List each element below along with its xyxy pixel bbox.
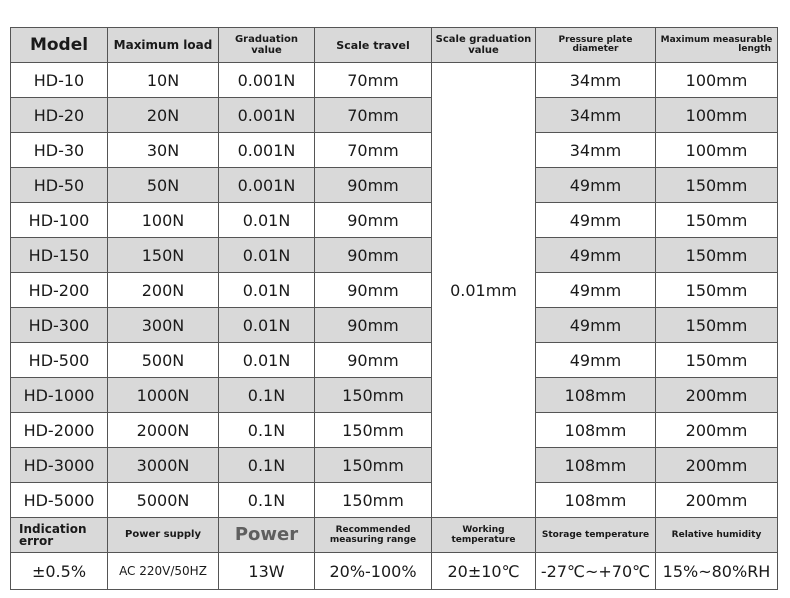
max-measurable-length-cell: 200mm bbox=[656, 483, 778, 518]
model-cell: HD-50 bbox=[11, 168, 108, 203]
graduation-value-cell: 0.1N bbox=[219, 378, 315, 413]
pressure-plate-diameter-cell: 34mm bbox=[536, 98, 656, 133]
max-load-cell: 200N bbox=[108, 273, 219, 308]
scale-travel-cell: 150mm bbox=[315, 413, 432, 448]
table-row bbox=[11, 273, 778, 308]
model-cell: HD-200 bbox=[11, 273, 108, 308]
indication-error-value: ±0.5% bbox=[11, 553, 108, 590]
table-row bbox=[11, 168, 778, 203]
scale-travel-cell: 90mm bbox=[315, 273, 432, 308]
max-load-cell: 500N bbox=[108, 343, 219, 378]
max-load-cell: 10N bbox=[108, 63, 219, 98]
max-measurable-length-cell: 200mm bbox=[656, 378, 778, 413]
max-load-header: Maximum load bbox=[108, 28, 219, 63]
model-cell: HD-1000 bbox=[11, 378, 108, 413]
table-row bbox=[11, 63, 778, 98]
graduation-value-cell: 0.01N bbox=[219, 308, 315, 343]
scale-travel-cell: 90mm bbox=[315, 343, 432, 378]
power-supply-value: AC 220V/50HZ bbox=[108, 553, 219, 590]
max-measurable-length-cell: 100mm bbox=[656, 63, 778, 98]
scale-travel-cell: 70mm bbox=[315, 63, 432, 98]
pressure-plate-diameter-cell: 108mm bbox=[536, 413, 656, 448]
graduation-value-header: Graduation value bbox=[219, 28, 315, 63]
graduation-value-cell: 0.001N bbox=[219, 63, 315, 98]
storage-temperature-header: Storage temperature bbox=[536, 518, 656, 553]
scale-graduation-value-header: Scale graduation value bbox=[432, 28, 536, 63]
max-load-cell: 1000N bbox=[108, 378, 219, 413]
table-row bbox=[11, 378, 778, 413]
max-measurable-length-cell: 150mm bbox=[656, 238, 778, 273]
graduation-value-cell: 0.01N bbox=[219, 343, 315, 378]
table-row bbox=[11, 133, 778, 168]
scale-travel-cell: 150mm bbox=[315, 448, 432, 483]
max-measurable-length-cell: 150mm bbox=[656, 168, 778, 203]
pressure-plate-diameter-cell: 49mm bbox=[536, 168, 656, 203]
max-length-header-line1: Maximum measurable bbox=[660, 35, 773, 45]
model-cell: HD-20 bbox=[11, 98, 108, 133]
pressure-plate-diameter-header: Pressure plate diameter bbox=[536, 28, 656, 63]
table-row bbox=[11, 413, 778, 448]
table-row bbox=[11, 343, 778, 378]
max-measurable-length-cell: 100mm bbox=[656, 133, 778, 168]
scale-travel-cell: 150mm bbox=[315, 378, 432, 413]
measuring-range-value: 20%-100% bbox=[315, 553, 432, 590]
max-measurable-length-cell: 100mm bbox=[656, 98, 778, 133]
max-measurable-length-header bbox=[656, 28, 778, 63]
graduation-value-cell: 0.1N bbox=[219, 448, 315, 483]
max-load-cell: 3000N bbox=[108, 448, 219, 483]
pressure-plate-diameter-cell: 49mm bbox=[536, 343, 656, 378]
scale-travel-cell: 70mm bbox=[315, 98, 432, 133]
pressure-plate-diameter-cell: 108mm bbox=[536, 448, 656, 483]
max-measurable-length-cell: 200mm bbox=[656, 413, 778, 448]
header-row bbox=[11, 28, 778, 63]
model-cell: HD-150 bbox=[11, 238, 108, 273]
max-measurable-length-cell: 150mm bbox=[656, 308, 778, 343]
scale-travel-cell: 90mm bbox=[315, 238, 432, 273]
graduation-value-cell: 0.01N bbox=[219, 203, 315, 238]
pressure-plate-diameter-cell: 49mm bbox=[536, 273, 656, 308]
relative-humidity-header: Relative humidity bbox=[656, 518, 778, 553]
model-header: Model bbox=[11, 28, 108, 63]
model-cell: HD-3000 bbox=[11, 448, 108, 483]
max-measurable-length-cell: 150mm bbox=[656, 203, 778, 238]
scale-graduation-value-cell: 0.01mm bbox=[432, 63, 536, 518]
max-load-cell: 2000N bbox=[108, 413, 219, 448]
max-measurable-length-cell: 150mm bbox=[656, 273, 778, 308]
max-load-cell: 100N bbox=[108, 203, 219, 238]
table-row bbox=[11, 203, 778, 238]
storage-temperature-value: -27℃~+70℃ bbox=[536, 553, 656, 590]
model-cell: HD-100 bbox=[11, 203, 108, 238]
graduation-value-cell: 0.1N bbox=[219, 483, 315, 518]
graduation-value-cell: 0.1N bbox=[219, 413, 315, 448]
power-header: Power bbox=[219, 518, 315, 553]
working-temperature-value: 20±10℃ bbox=[432, 553, 536, 590]
pressure-plate-diameter-cell: 108mm bbox=[536, 483, 656, 518]
table-row bbox=[11, 98, 778, 133]
model-cell: HD-5000 bbox=[11, 483, 108, 518]
indication-error-header: Indication error bbox=[11, 518, 108, 553]
table-row bbox=[11, 448, 778, 483]
scale-travel-cell: 90mm bbox=[315, 168, 432, 203]
relative-humidity-value: 15%~80%RH bbox=[656, 553, 778, 590]
model-cell: HD-2000 bbox=[11, 413, 108, 448]
working-temperature-header: Working temperature bbox=[432, 518, 536, 553]
model-cell: HD-10 bbox=[11, 63, 108, 98]
scale-travel-header: Scale travel bbox=[315, 28, 432, 63]
max-load-cell: 20N bbox=[108, 98, 219, 133]
scale-travel-cell: 90mm bbox=[315, 203, 432, 238]
pressure-plate-diameter-cell: 49mm bbox=[536, 238, 656, 273]
pressure-plate-diameter-cell: 49mm bbox=[536, 203, 656, 238]
graduation-value-cell: 0.001N bbox=[219, 168, 315, 203]
pressure-plate-diameter-cell: 108mm bbox=[536, 378, 656, 413]
max-load-cell: 150N bbox=[108, 238, 219, 273]
scale-travel-cell: 150mm bbox=[315, 483, 432, 518]
graduation-value-cell: 0.001N bbox=[219, 133, 315, 168]
spec-header-row bbox=[11, 518, 778, 553]
scale-travel-cell: 90mm bbox=[315, 308, 432, 343]
power-supply-header: Power supply bbox=[108, 518, 219, 553]
graduation-value-cell: 0.01N bbox=[219, 273, 315, 308]
model-cell: HD-300 bbox=[11, 308, 108, 343]
max-length-header-line2: length bbox=[738, 44, 771, 54]
power-value: 13W bbox=[219, 553, 315, 590]
measuring-range-header: Recommended measuring range bbox=[315, 518, 432, 553]
graduation-value-cell: 0.01N bbox=[219, 238, 315, 273]
spec-values-row bbox=[11, 553, 778, 590]
max-measurable-length-cell: 150mm bbox=[656, 343, 778, 378]
max-load-cell: 50N bbox=[108, 168, 219, 203]
max-measurable-length-cell: 200mm bbox=[656, 448, 778, 483]
max-load-cell: 300N bbox=[108, 308, 219, 343]
graduation-value-cell: 0.001N bbox=[219, 98, 315, 133]
max-load-cell: 30N bbox=[108, 133, 219, 168]
model-cell: HD-500 bbox=[11, 343, 108, 378]
pressure-plate-diameter-cell: 34mm bbox=[536, 133, 656, 168]
max-load-cell: 5000N bbox=[108, 483, 219, 518]
specification-table bbox=[10, 27, 778, 590]
model-cell: HD-30 bbox=[11, 133, 108, 168]
pressure-plate-diameter-cell: 49mm bbox=[536, 308, 656, 343]
scale-travel-cell: 70mm bbox=[315, 133, 432, 168]
table-row bbox=[11, 483, 778, 518]
table-row bbox=[11, 238, 778, 273]
pressure-plate-diameter-cell: 34mm bbox=[536, 63, 656, 98]
table-row bbox=[11, 308, 778, 343]
